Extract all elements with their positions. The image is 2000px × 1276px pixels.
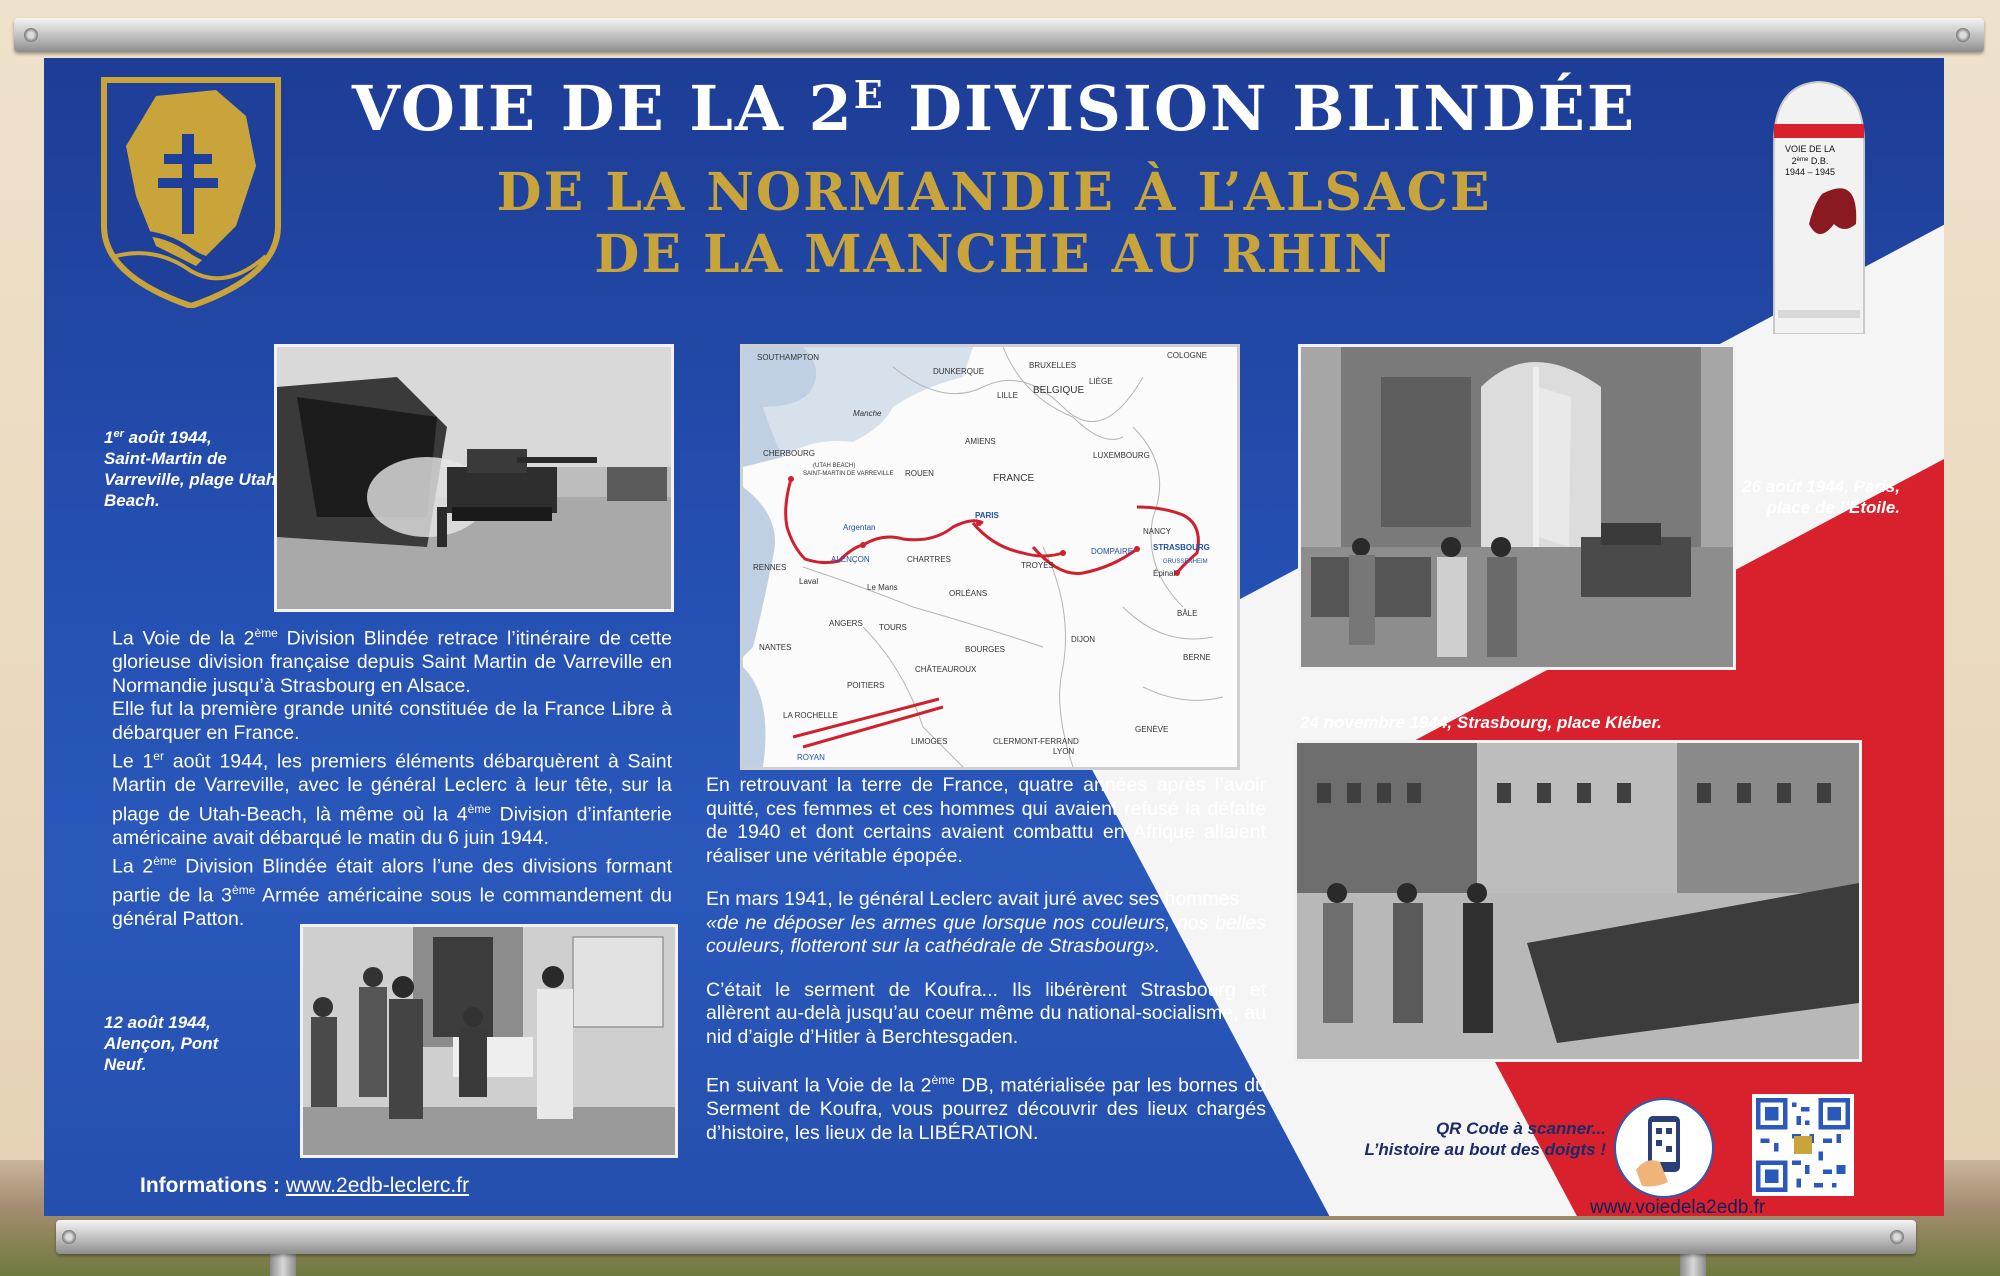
map-label: BELGIQUE [1033, 385, 1085, 396]
phone-scan-icon [1614, 1098, 1714, 1198]
caption-alencon: 12 août 1944, Alençon, Pont Neuf. [104, 1013, 219, 1074]
map-label: NANCY [1143, 527, 1172, 536]
map-label: CHARTRES [907, 555, 951, 564]
map-label: ORLÉANS [949, 589, 988, 598]
map-label: COLOGNE [1167, 351, 1208, 360]
map-label: CLERMONT-FERRAND [993, 737, 1079, 746]
center-text-block: En retrouvant la terre de France, quatre années après l’avoir quitté, ces femmes et ces hommes qui avaient refusé la défaite de 1940 et dont certains avaient combattu en Afrique allaient réaliser une véritable épopée. En mars 1941, le général Leclerc avait juré avec ses hommes «de ne déposer les armes que lorsque nos couleurs, nos belles couleurs, flotteront sur la cathédrale de Strasbourg». C’était le serment de Koufra... Ils libérèrent Strasbourg et allèrent au-delà jusqu’au coeur même du national-socialisme, au nid d’aigle d’Hitler à Berchtesgaden. En suivant la Voie de la 2ème DB, matérialisée par les bornes du Serment de Koufra, vous pourrez découvrir des lieux chargés d’histoire, les lieux de la LIBÉRATION. [706, 774, 1266, 1144]
map-label: LUXEMBOURG [1093, 451, 1150, 460]
map-label: AMIENS [965, 437, 996, 446]
map-label: Manche [853, 409, 882, 418]
map-label: LA ROCHELLE [783, 711, 838, 720]
informations-line: Informations : www.2edb-leclerc.fr [140, 1174, 470, 1197]
map-label: PARIS [975, 511, 999, 520]
map-label: ANGERS [829, 619, 863, 628]
map-label: DIJON [1071, 635, 1095, 644]
map-label: FRANCE [993, 473, 1035, 484]
screw [62, 1230, 76, 1244]
borne-milestone-image [1764, 74, 1874, 334]
caption-paris: 26 août 1944, Paris, place de l’Étoile. [1742, 477, 1900, 517]
map-label: BRUXELLES [1029, 361, 1077, 370]
left-text-block: La Voie de la 2ème Division Blindée retrace l’itinéraire de cette glorieuse division française depuis Saint Martin de Varreville en Normandie jusqu’à Strasbourg en Alsace. Elle fut la première grande unité constituée de la France Libre à débarquer en France. Le 1er août 1944, les premiers éléments débarquèrent à Saint Martin de Varreville, avec le général Leclerc à leur tête, sur la plage de Utah-Beach, là même où la 4ème Division d’infanterie américaine avait débarqué le matin du 6 juin 1944. La 2ème Division Blindée était alors l’une des divisions formant partie de la 3ème Armée américaine sous le commandement du général Patton. [112, 626, 672, 930]
screw [1956, 28, 1970, 42]
map-label: BOURGES [965, 645, 1006, 654]
info-website-link[interactable]: www.2edb-leclerc.fr [285, 1174, 470, 1197]
screw [24, 28, 38, 42]
map-label: ALENÇON [831, 555, 870, 564]
map-label: (UTAH BEACH) [813, 463, 856, 469]
map-label: DUNKERQUE [933, 367, 985, 376]
caption-utah-beach: 1er août 1944, Saint-Martin de Varreville, plage Utah Beach. [104, 428, 277, 510]
map-label: Épinal [1153, 569, 1176, 578]
map-labels [743, 347, 1237, 767]
map-label: ROUEN [905, 469, 934, 478]
photo-utah-beach [274, 344, 674, 612]
qr-callout: QR Code à scanner... L’histoire au bout des doigts ! [1364, 1119, 1606, 1159]
qr-code[interactable] [1752, 1094, 1854, 1196]
map-label: ROYAN [797, 753, 825, 762]
map-label: BÂLE [1177, 609, 1198, 618]
caption-strasbourg: 24 novembre 1944, Strasbourg, place Kléber. [1300, 713, 1662, 732]
map-label: DOMPAIRE [1091, 547, 1134, 556]
map-label: POITIERS [847, 681, 885, 690]
map-label: BERNE [1183, 653, 1211, 662]
map-label: NANTES [759, 643, 792, 652]
borne-text: VOIE DE LA 2ème D.B. 1944 – 1945 [1784, 144, 1836, 177]
map-label: CHÂTEAUROUX [915, 665, 977, 674]
map-label: LILLE [997, 391, 1018, 400]
information-panel [44, 58, 1944, 1216]
map-label: SOUTHAMPTON [757, 353, 820, 362]
map-label: Argentan [843, 523, 876, 532]
photo-strasbourg-kleber [1294, 740, 1862, 1062]
map-label: CHERBOURG [763, 449, 816, 458]
site-url[interactable]: www.voiedela2edb.fr [1590, 1197, 1766, 1216]
map-label: LIMOGES [911, 737, 948, 746]
map-label: STRASBOURG [1153, 543, 1210, 552]
sign-subtitle-1: DE LA NORMANDIE À L’ALSACE [496, 162, 1492, 223]
map-label: LIÈGE [1089, 377, 1113, 386]
photo-alencon [300, 924, 678, 1158]
route-map [740, 344, 1240, 770]
map-label: GENÈVE [1135, 725, 1169, 734]
bottom-rail [56, 1220, 1916, 1254]
map-label: GRUSSENHEIM [1163, 559, 1208, 565]
map-label: SAINT-MARTIN DE VARREVILLE [803, 471, 894, 477]
photo-paris-etoile [1298, 344, 1736, 670]
map-label: Laval [799, 577, 819, 586]
map-label: RENNES [753, 563, 787, 572]
screw [1890, 1230, 1904, 1244]
sign-subtitle-2: DE LA MANCHE AU RHIN [594, 224, 1394, 285]
map-label: TROYES [1021, 561, 1054, 570]
map-label: TOURS [879, 623, 907, 632]
sign-title: VOIE DE LA $2^E$ DIVISION BLINDÉE [351, 72, 1637, 145]
map-label: Le Mans [867, 583, 898, 592]
top-rail [14, 18, 1984, 52]
map-label: LYON [1053, 747, 1075, 756]
